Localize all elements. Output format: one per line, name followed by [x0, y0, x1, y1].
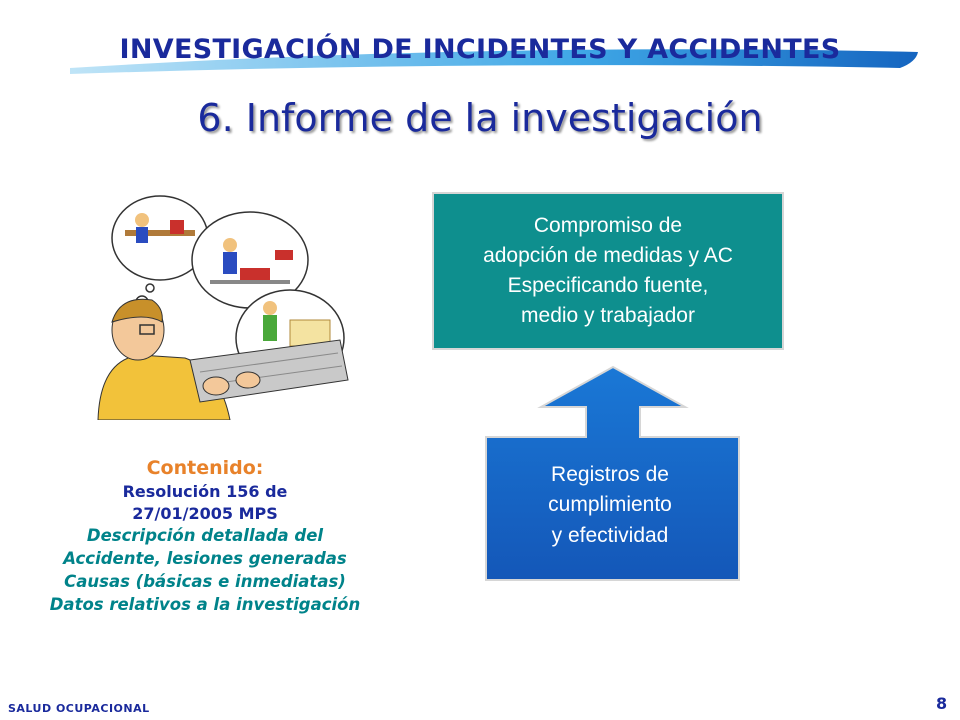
person-thinking-at-keyboard-icon	[90, 190, 350, 420]
compromiso-line: adopción de medidas y AC	[483, 244, 733, 268]
content-heading: Contenido:	[146, 457, 264, 479]
slide-subtitle: 6. Informe de la investigación	[197, 96, 763, 140]
compromiso-line: Compromiso de	[533, 214, 683, 238]
page-number: 8	[936, 694, 948, 713]
header-title: INVESTIGACIÓN DE INCIDENTES Y ACCIDENTES	[119, 34, 841, 65]
reference-line: Resolución 156 de	[122, 482, 288, 502]
compromiso-line: medio y trabajador	[521, 303, 695, 327]
registros-text	[500, 460, 720, 551]
description-line: Causas (básicas e inmediatas)	[64, 571, 346, 591]
compromiso-text	[483, 211, 733, 330]
description-line: Datos relativos a la investigación	[49, 594, 361, 614]
registros-line: Registros de	[551, 463, 669, 486]
compromiso-box	[432, 192, 784, 350]
footer-label: SALUD OCUPACIONAL	[8, 702, 150, 715]
registros-line: cumplimiento	[548, 493, 672, 517]
reference-line: 27/01/2005 MPS	[132, 504, 278, 524]
description-line: Accidente, lesiones generadas	[63, 549, 347, 569]
description-line: Descripción detallada del	[86, 526, 324, 546]
registros-line: y efectividad	[551, 523, 669, 547]
content-text-block	[10, 455, 400, 616]
compromiso-line: Especificando fuente,	[507, 274, 709, 297]
